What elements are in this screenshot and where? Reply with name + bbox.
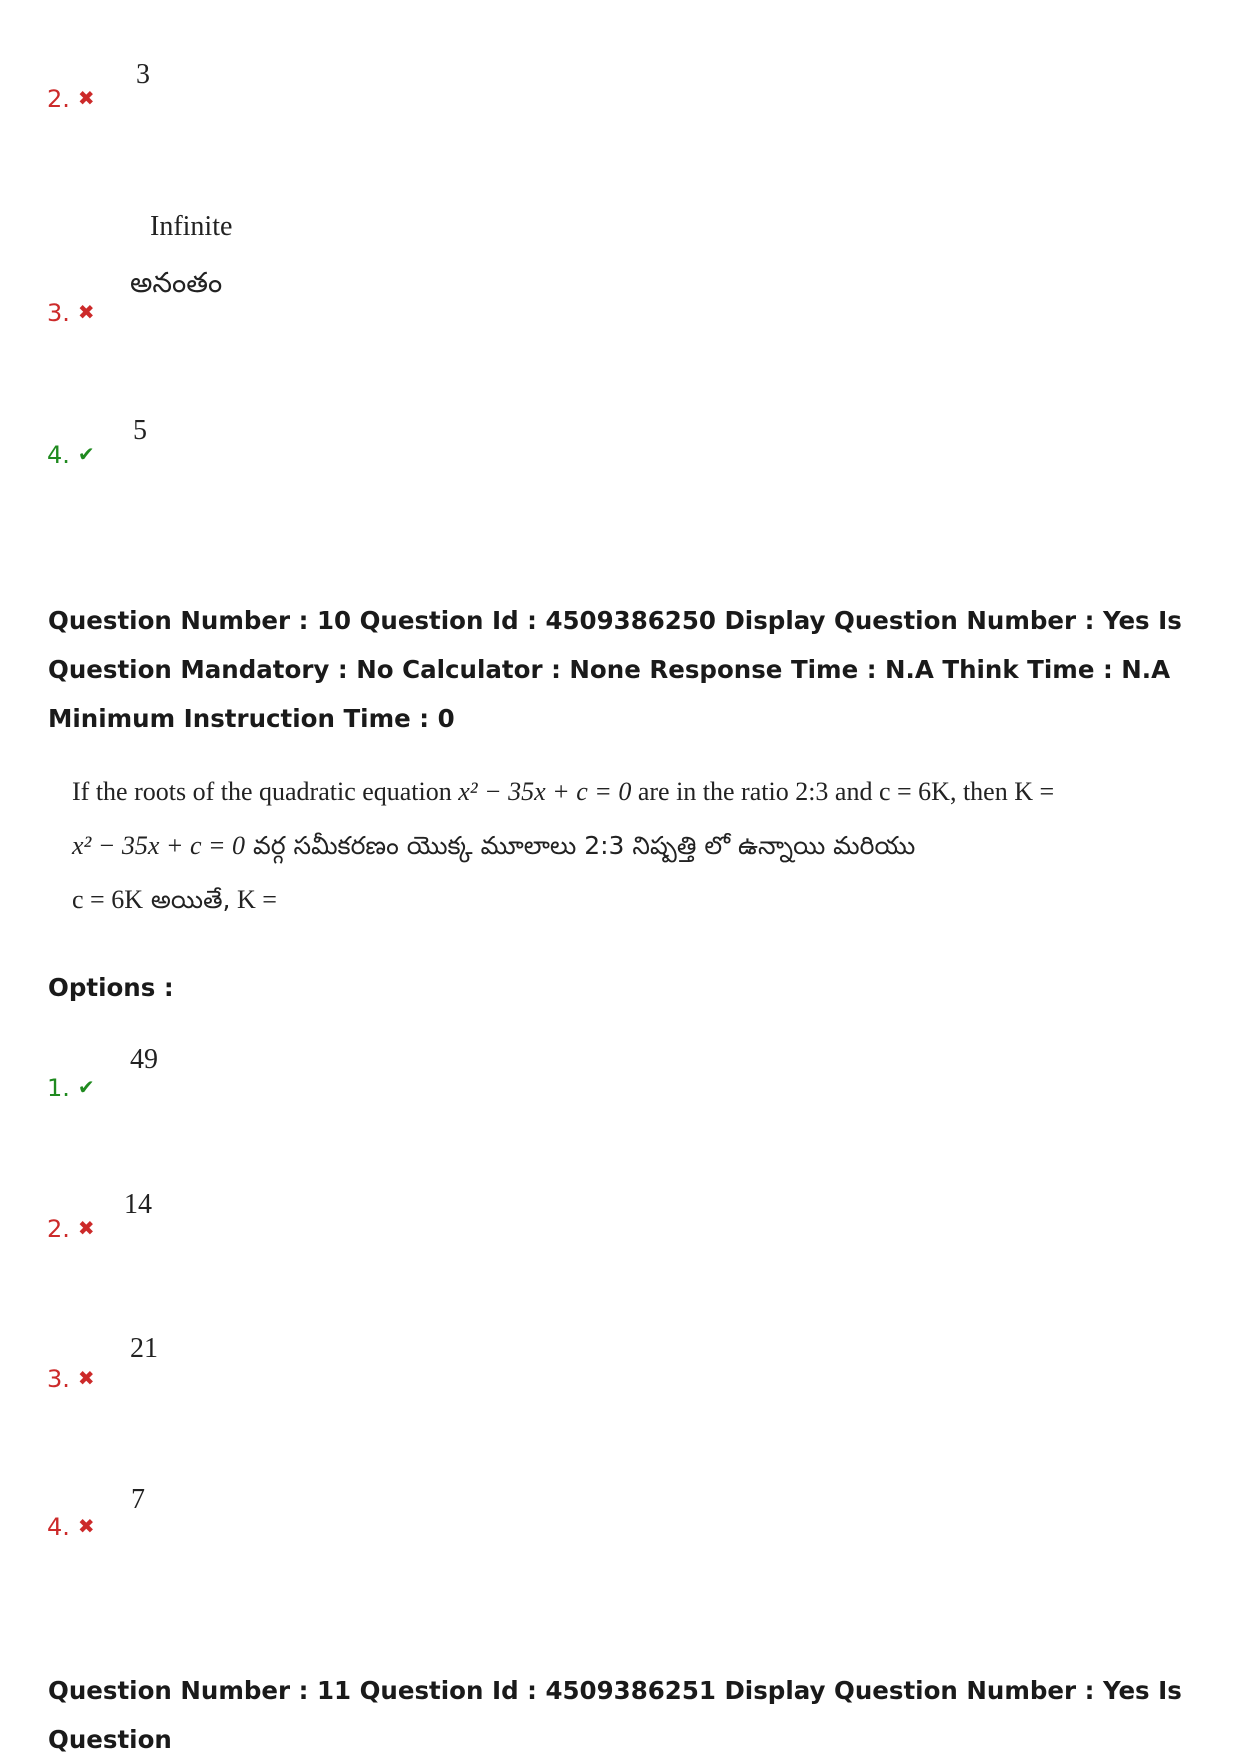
option-value: 49 <box>130 1044 158 1075</box>
option-number-label: 4. <box>47 1513 70 1541</box>
option-number-label: 1. <box>47 1074 70 1102</box>
option-number <box>47 440 95 469</box>
question-text-te: వర్గ సమీకరణం యొక్క మూలాలు 2:3 నిష్పత్తి లో ఉన్నాయి మరియు <box>245 831 916 860</box>
equation: x² − 35x + c = 0 <box>72 831 246 860</box>
cross-icon: ✖ <box>77 86 95 110</box>
option-value: 14 <box>124 1189 152 1220</box>
question-text-te-pre: c = 6K <box>72 885 143 914</box>
option-number-label: 4. <box>47 441 70 469</box>
cross-icon: ✖ <box>77 300 95 324</box>
option-value: 7 <box>131 1484 145 1515</box>
option-number <box>47 1214 95 1243</box>
equation: x² − 35x + c = 0 <box>458 777 632 806</box>
check-icon: ✔ <box>77 442 95 466</box>
option-number <box>47 1364 95 1393</box>
option-value-en: Infinite <box>150 211 233 242</box>
question-text-en-pre: If the roots of the quadratic equation <box>72 777 459 806</box>
option-number <box>47 84 95 113</box>
cross-icon: ✖ <box>77 1366 95 1390</box>
option-value: 3 <box>136 59 150 90</box>
option-number-label: 3. <box>47 1365 70 1393</box>
question-text-te: అయితే, <box>142 885 231 914</box>
question-text-te-line1 <box>72 819 1192 873</box>
option-value-te-text: అనంతం <box>130 266 223 299</box>
option-number-label: 2. <box>47 1215 70 1243</box>
option-value-te <box>130 266 222 301</box>
question-text-te-post: K = <box>230 885 277 914</box>
option-number <box>47 1512 95 1541</box>
check-icon: ✔ <box>77 1075 95 1099</box>
cross-icon: ✖ <box>77 1514 95 1538</box>
question-text-en <box>72 765 1192 819</box>
option-value: 21 <box>130 1333 158 1364</box>
question-meta: Question Number : 11 Question Id : 4509386251 Display Question Number : Yes Is Question <box>48 1676 1182 1754</box>
options-label: Options : <box>48 973 174 1002</box>
option-number-label: 2. <box>47 85 70 113</box>
option-number <box>47 1073 95 1102</box>
question-text <box>72 765 1192 927</box>
question-text-te-line2 <box>72 873 1192 927</box>
option-number <box>47 298 95 327</box>
question-meta: Question Number : 10 Question Id : 4509386250 Display Question Number : Yes Is Question Mandatory : No Calculator : None Response Time : N.A Think Time : N.A Minimum Instruction Time : 0 <box>48 606 1182 733</box>
option-number-label: 3. <box>47 299 70 327</box>
cross-icon: ✖ <box>77 1216 95 1240</box>
question-text-en-post: are in the ratio 2:3 and c = 6K, then K = <box>631 777 1055 806</box>
option-value: 5 <box>133 415 147 446</box>
